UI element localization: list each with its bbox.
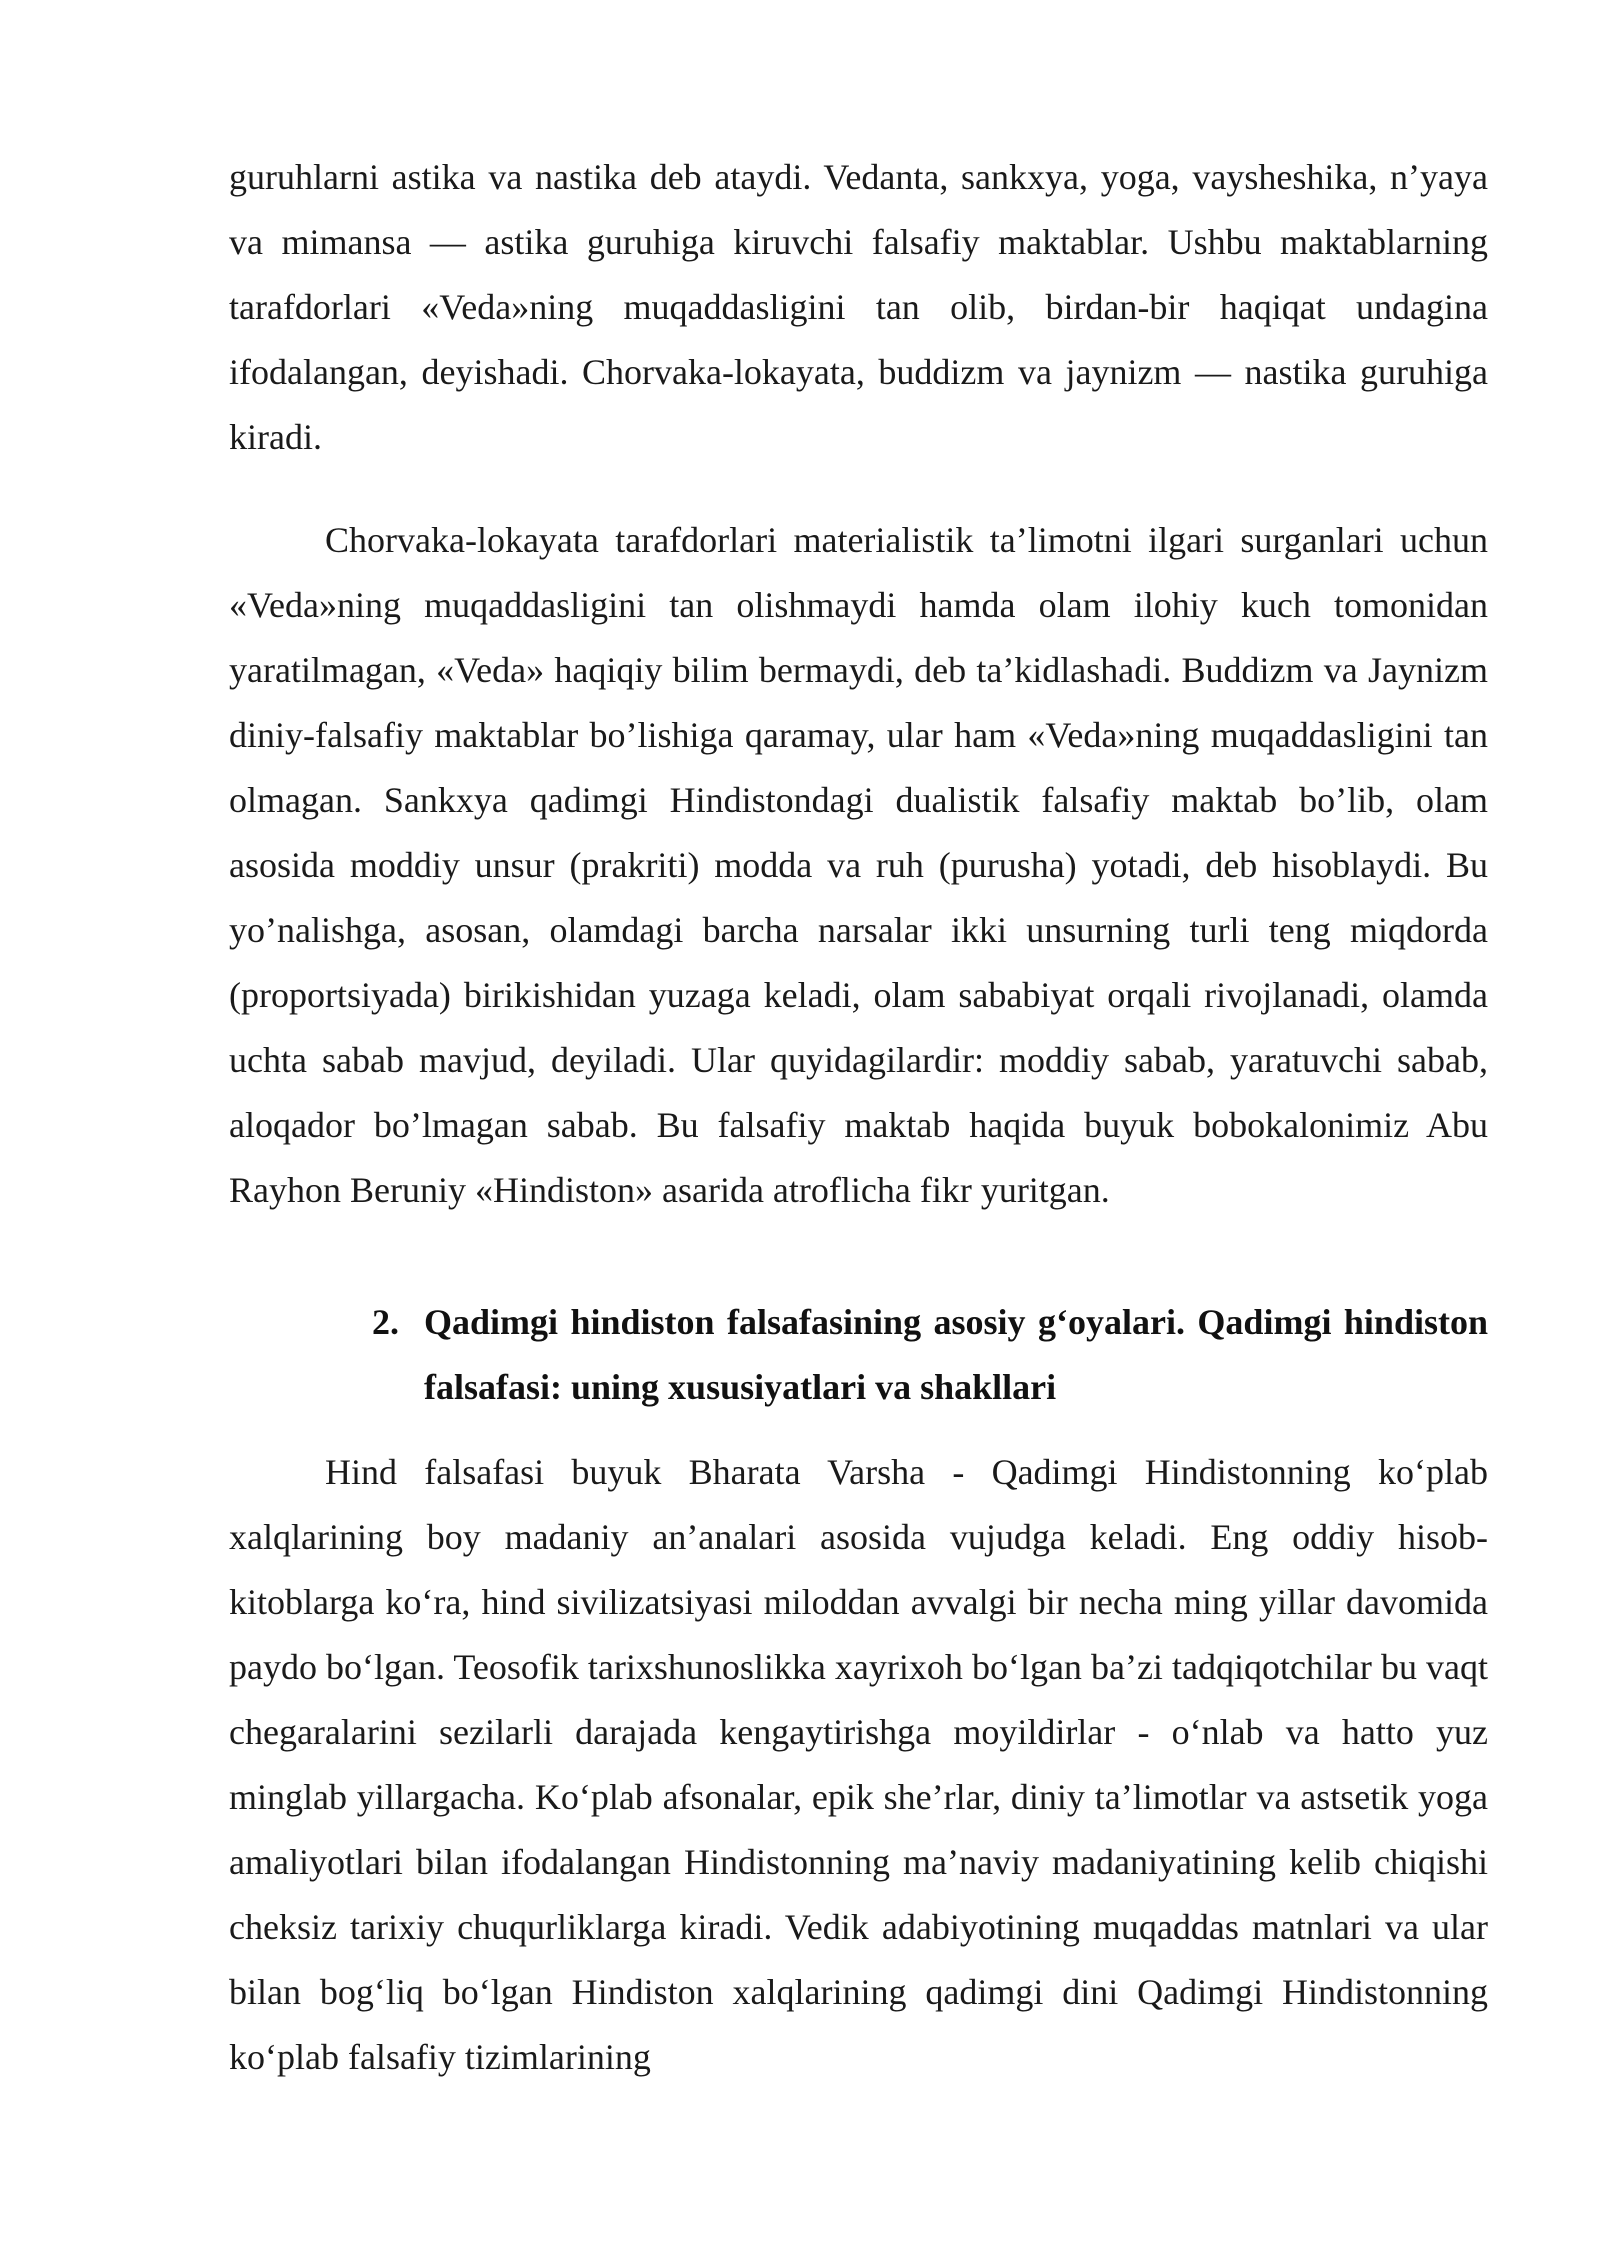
paragraph-chorvaka-lokayata: Chorvaka-lokayata tarafdorlari materialistik ta’limotni ilgari surganlari uchun «Veda»ning muqaddasligini tan olishmaydi hamda olam ilohiy kuch tomonidan yaratilmagan, «Veda» haqiqiy bilim bermaydi, deb ta’kidlashadi. Buddizm va Jaynizm diniy-falsafiy maktablar bo’lishiga qaramay, ular ham «Veda»ning muqaddasligini tan olmagan. Sankxya qadimgi Hindistondagi dualistik falsafiy maktab bo’lib, olam asosida moddiy unsur (prakriti) modda va ruh (purusha) yotadi, deb hisoblaydi. Bu yo’nalishga, asosan, olamdagi barcha narsalar ikki unsurning turli teng miqdorda (proportsiyada) birikishidan yuzaga keladi, olam sababiyat orqali rivojlanadi, olamda uchta sabab mavjud, deyiladi. Ular quyidagilardir: moddiy sabab, yaratuvchi sabab, aloqador bo’lmagan sabab. Bu falsafiy maktab haqida buyuk bobokalonimiz Abu Rayhon Beruniy «Hindiston» asarida atroflicha fikr yuritgan. (229, 520, 1488, 1210)
section-heading (372, 1290, 1488, 1420)
section-heading-number: 2. (372, 1302, 399, 1342)
section-heading-title: Qadimgi hindiston falsafasining asosiy g‘oyalari. Qadimgi hindiston falsafasi: uning xususiyatlari va shakllari (424, 1302, 1488, 1407)
paragraph-hind-falsafasi: Hind falsafasi buyuk Bharata Varsha - Qadimgi Hindistonning ko‘plab xalqlarining boy madaniy an’analari asosida vujudga keladi. Eng oddiy hisob-kitoblarga ko‘ra, hind sivilizatsiyasi miloddan avvalgi bir necha ming yillar davomida paydo bo‘lgan. Teosofik tarixshunoslikka xayrixoh bo‘lgan ba’zi tadqiqotchilar bu vaqt chegaralarini sezilarli darajada kengaytirishga moyildirlar - o‘nlab va hatto yuz minglab yillargacha. Ko‘plab afsonalar, epik she’rlar, diniy ta’limotlar va astsetik yoga amaliyotlari bilan ifodalangan Hindistonning ma’naviy madaniyatining kelib chiqishi cheksiz tarixiy chuqurliklarga kiradi. Vedik adabiyotining muqaddas matnlari va ular bilan bog‘liq bo‘lgan Hindiston xalqlarining qadimgi dini Qadimgi Hindistonning ko‘plab falsafiy tizimlarining (229, 1452, 1488, 2077)
paragraph-astika-nastika: guruhlarni astika va nastika deb ataydi. Vedanta, sankxya, yoga, vaysheshika, n’yaya va mimansa — astika guruhiga kiruvchi falsafiy maktablar. Ushbu maktablarning tarafdorlari «Veda»ning muqaddasligini tan olib, birdan-bir haqiqat undagina ifodalangan, deyishadi. Chorvaka-lokayata, buddizm va jaynizm — nastika guruhiga kiradi. (229, 157, 1488, 457)
